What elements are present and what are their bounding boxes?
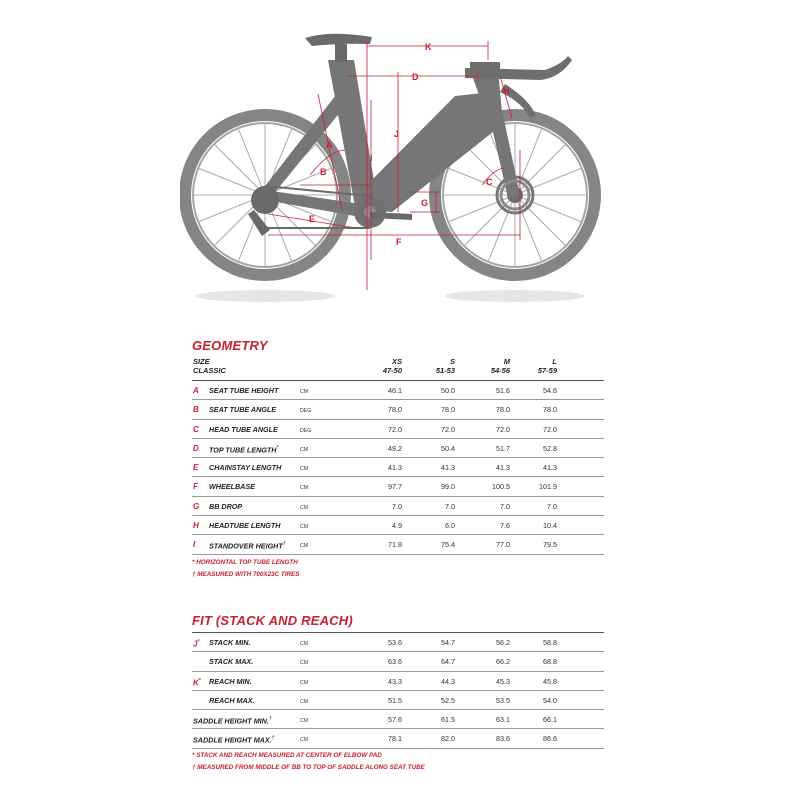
row-label: TOP TUBE LENGTH* <box>209 444 279 455</box>
svg-text:I: I <box>370 153 373 163</box>
geometry-note: * HORIZONTAL TOP TUBE LENGTH <box>192 559 298 566</box>
row-value: 75.4 <box>441 540 455 550</box>
table-row <box>192 400 604 419</box>
size-range: 57-59 <box>537 366 557 375</box>
geometry-note: † MEASURED WITH 700X23C TIRES <box>192 571 300 578</box>
row-unit: CM <box>300 389 309 395</box>
row-value: 51.7 <box>496 443 510 453</box>
size-name: L <box>552 357 557 366</box>
row-value: 46.1 <box>388 386 402 395</box>
row-letter: G <box>193 501 200 511</box>
row-value: 7.0 <box>547 501 557 511</box>
row-letter: C <box>193 424 199 434</box>
table-row <box>192 458 604 477</box>
row-value: 51.6 <box>496 386 510 395</box>
table-row <box>192 691 604 710</box>
fit-title: FIT (STACK AND REACH) <box>192 613 353 628</box>
row-value: 10.4 <box>543 521 557 531</box>
svg-text:D: D <box>412 72 419 82</box>
row-unit: CM <box>300 446 309 453</box>
row-letter: F <box>193 482 198 492</box>
row-value: 41.3 <box>543 463 557 473</box>
row-unit: CM <box>300 718 309 725</box>
row-value: 77.0 <box>496 540 510 550</box>
row-value: 72.0 <box>496 424 510 434</box>
fit-note: * STACK AND REACH MEASURED AT CENTER OF ELBOW PAD <box>192 752 382 759</box>
row-letter: D <box>193 443 199 453</box>
row-value: 44.3 <box>441 676 455 686</box>
size-name: S <box>449 357 455 366</box>
table-row <box>192 729 604 748</box>
svg-text:B: B <box>320 167 327 177</box>
svg-text:C: C <box>486 177 493 187</box>
row-value: 41.3 <box>388 463 402 473</box>
row-value: 53.6 <box>388 638 402 647</box>
row-letter: J* <box>193 639 200 649</box>
row-label: REACH MIN. <box>209 676 252 686</box>
row-unit: DEG <box>300 408 312 415</box>
row-label: HEADTUBE LENGTH <box>209 521 281 531</box>
row-value: 50.0 <box>441 386 455 395</box>
row-value: 100.5 <box>492 482 510 492</box>
row-value: 78.0 <box>441 405 455 415</box>
table-row <box>192 652 604 671</box>
table-row <box>192 516 604 535</box>
row-value: 72.0 <box>388 424 402 434</box>
row-label: CHAINSTAY LENGTH <box>209 463 282 473</box>
table-row <box>192 672 604 691</box>
svg-text:E: E <box>309 214 316 224</box>
row-value: 41.3 <box>441 463 455 473</box>
row-unit: CM <box>300 485 309 492</box>
row-unit: CM <box>300 679 309 686</box>
row-letter: B <box>193 405 199 415</box>
row-label: STACK MIN. <box>209 638 251 647</box>
row-value: 68.8 <box>543 657 557 667</box>
row-value: 86.6 <box>543 734 557 744</box>
row-value: 72.0 <box>543 424 557 434</box>
row-value: 7.0 <box>392 501 402 511</box>
row-value: 78.1 <box>388 734 402 744</box>
row-unit: CM <box>300 466 309 473</box>
row-value: 97.7 <box>388 482 402 492</box>
row-value: 45.3 <box>496 676 510 686</box>
row-value: 52.5 <box>441 695 455 705</box>
table-row <box>192 497 604 516</box>
row-value: 78.0 <box>388 405 402 415</box>
row-value: 64.7 <box>441 657 455 667</box>
row-unit: CM <box>300 543 309 550</box>
row-value: 57.6 <box>388 715 402 725</box>
row-value: 99.0 <box>441 482 455 492</box>
fit-notes <box>192 750 425 774</box>
row-value: 51.5 <box>388 695 402 705</box>
row-label: BB DROP <box>209 501 243 511</box>
row-value: 50.4 <box>441 443 455 453</box>
row-letter: A <box>193 386 199 395</box>
table-row <box>192 420 604 439</box>
row-label: WHEELBASE <box>209 482 255 492</box>
row-value: 6.0 <box>445 521 455 531</box>
row-value: 45.8 <box>543 676 557 686</box>
table-row <box>192 477 604 496</box>
classic-label: CLASSIC <box>193 366 226 375</box>
row-value: 79.5 <box>543 540 557 550</box>
size-range: 54-56 <box>490 366 510 375</box>
size-label: SIZE <box>193 357 210 366</box>
bike-geometry-diagram <box>180 20 620 310</box>
row-value: 41.3 <box>496 463 510 473</box>
geometry-title: GEOMETRY <box>192 338 268 353</box>
geometry-header-row <box>192 356 604 381</box>
svg-text:F: F <box>396 237 402 247</box>
table-row <box>192 633 604 652</box>
svg-text:J: J <box>394 129 400 139</box>
row-value: 54.0 <box>543 695 557 705</box>
row-unit: CM <box>300 641 309 647</box>
size-name: XS <box>391 357 402 366</box>
row-unit: CM <box>300 737 309 744</box>
row-value: 66.2 <box>496 657 510 667</box>
row-value: 7.0 <box>445 501 455 511</box>
row-value: 63.6 <box>388 657 402 667</box>
geometry-notes <box>192 557 299 581</box>
table-row <box>192 710 604 729</box>
fit-table <box>192 632 604 749</box>
row-label: SADDLE HEIGHT MIN.† <box>193 716 272 726</box>
row-label: STANDOVER HEIGHT† <box>209 541 286 551</box>
row-value: 78.0 <box>496 405 510 415</box>
row-value: 61.5 <box>441 715 455 725</box>
svg-text:G: G <box>421 198 429 208</box>
row-label: REACH MAX. <box>209 695 255 705</box>
row-unit: CM <box>300 698 309 705</box>
row-label: SADDLE HEIGHT MAX.† <box>193 735 275 745</box>
row-value: 4.9 <box>392 521 402 531</box>
row-label: STACK MAX. <box>209 657 254 667</box>
row-letter: K* <box>193 677 201 688</box>
bike-frame <box>262 60 520 218</box>
geometry-table <box>192 356 604 555</box>
row-value: 52.8 <box>543 443 557 453</box>
row-label: SEAT TUBE ANGLE <box>209 405 277 415</box>
row-value: 66.1 <box>543 715 557 725</box>
row-label: HEAD TUBE ANGLE <box>209 424 278 434</box>
row-letter: I <box>193 540 196 550</box>
size-range: 51-53 <box>435 366 455 375</box>
table-row <box>192 439 604 458</box>
row-value: 54.6 <box>543 386 557 395</box>
row-value: 63.1 <box>496 715 510 725</box>
row-value: 49.2 <box>388 443 402 453</box>
row-unit: CM <box>300 660 309 667</box>
svg-text:K: K <box>425 42 432 52</box>
row-letter: E <box>193 463 199 473</box>
row-label: SEAT TUBE HEIGHT <box>209 386 279 395</box>
row-letter: H <box>193 521 199 531</box>
row-value: 43.3 <box>388 676 402 686</box>
row-value: 7.6 <box>500 521 510 531</box>
row-value: 71.8 <box>388 540 402 550</box>
row-value: 58.8 <box>543 638 557 647</box>
size-range: 47-50 <box>382 366 402 375</box>
row-value: 78.0 <box>543 405 557 415</box>
table-row <box>192 381 604 400</box>
row-value: 101.9 <box>539 482 557 492</box>
row-unit: CM <box>300 524 309 531</box>
row-value: 72.0 <box>441 424 455 434</box>
row-unit: CM <box>300 504 309 511</box>
row-value: 83.6 <box>496 734 510 744</box>
fit-note: † MEASURED FROM MIDDLE OF BB TO TOP OF SADDLE ALONG SEAT TUBE <box>192 764 425 771</box>
row-value: 82.0 <box>441 734 455 744</box>
table-row <box>192 535 604 554</box>
row-value: 56.2 <box>496 638 510 647</box>
row-unit: DEG <box>300 427 312 434</box>
row-value: 7.0 <box>500 501 510 511</box>
svg-text:A: A <box>326 140 333 150</box>
svg-text:H: H <box>503 86 510 96</box>
row-value: 54.7 <box>441 638 455 647</box>
size-name: M <box>503 357 510 366</box>
row-value: 53.5 <box>496 695 510 705</box>
